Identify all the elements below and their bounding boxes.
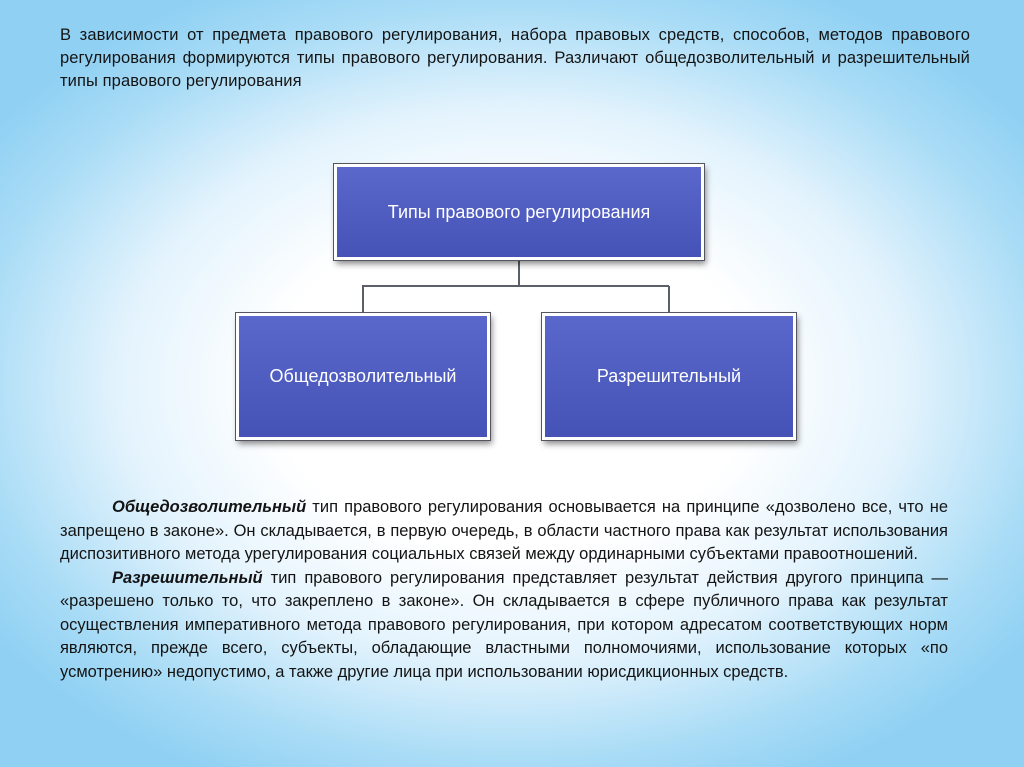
paragraph-general-permissive (60, 496, 948, 567)
term-permissive: Разрешительный (112, 568, 263, 587)
intro-text: В зависимости от предмета правового регулирования, набора правовых средств, способов, методов правового регулирования формируются типы правового регулирования. Различают общедозволительный и разрешительный типы правового регулирования (60, 26, 970, 90)
paragraph-permissive-body: тип правового регулирования представляет результат действия другого принципа — «разрешено только то, что закреплено в законе». Он складывается в сфере публичного права как результат осуществления императивного метода правового регулирования, при котором адресатом соответствующих норм являются, прежде всего, субъекты, обладающие властными полномочиями, использование которых «по усмотрению» недопустимо, а также другие лица при использовании юрисдикционных средств. (60, 568, 948, 681)
child-node-general-permissive (236, 313, 490, 440)
root-node-label: Типы правового регулирования (387, 201, 651, 222)
root-node-types-of-regulation (334, 164, 704, 260)
child-node-right-label: Разрешительный (596, 366, 742, 386)
paragraph-permissive (60, 567, 948, 685)
term-general-permissive: Общедозволительный (112, 498, 307, 516)
paragraph-general-permissive-body: тип правового регулирования основывается на принципе «дозволено все, что не запрещено в законе». Он складывается, в первую очередь, в области частного права как результат использования диспозитивного метода урегулирования социальных связей между ординарными субъектами правоотношений. (60, 498, 948, 563)
child-node-permissive (542, 313, 796, 440)
child-node-left-label: Общедозволительный (269, 366, 457, 386)
explanation-text (60, 496, 948, 684)
